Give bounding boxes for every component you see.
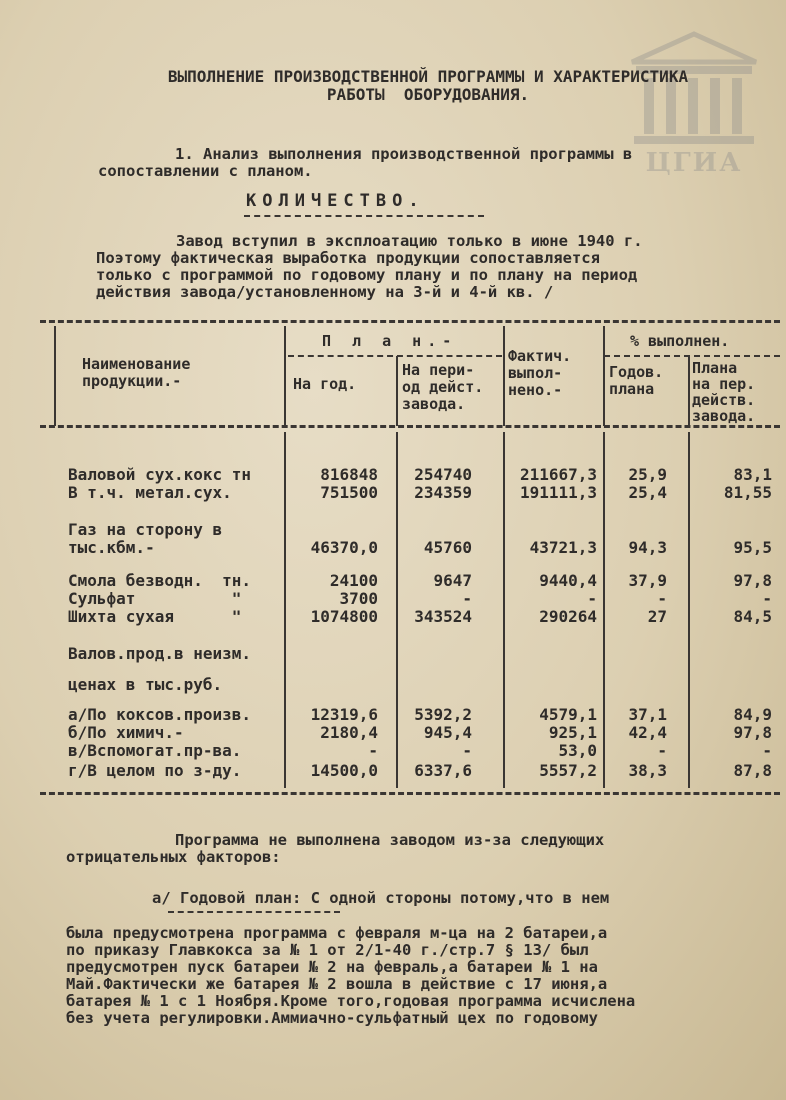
table-cell-period: 9647 <box>433 571 472 590</box>
table-cell-year: 3700 <box>339 589 378 608</box>
table-cell-pct-period: 81,55 <box>723 483 772 502</box>
watermark-text: ЦГИА <box>645 148 743 178</box>
table-cell-period: 234359 <box>414 483 472 502</box>
table-cell-year: 14500,0 <box>310 761 378 780</box>
table-cell-fact: 53,0 <box>558 741 597 760</box>
table-cell-fact: 5557,2 <box>539 761 597 780</box>
table-cell-fact: 925,1 <box>548 723 597 742</box>
header-pct-year-l1: Годов. <box>609 363 664 381</box>
table-cell-fact: 4579,1 <box>539 705 597 724</box>
header-plan-year: На год. <box>293 375 357 393</box>
header-plan: П л а н.- <box>322 332 458 350</box>
pct-group-rule <box>604 355 780 357</box>
intro-line-4: действия завода/установленному на 3-й и 4-й кв. / <box>96 283 554 301</box>
table-cell-pct-period: - <box>762 741 772 760</box>
table-cell-pct-period: 97,8 <box>733 723 772 742</box>
table-cell-pct-year: 25,9 <box>628 465 667 484</box>
table-cell-name: Сульфат " <box>68 589 242 608</box>
intro-line-2: Поэтому фактическая выработка продукции сопоставляется <box>96 249 600 267</box>
header-pct: % выполнен. <box>630 332 730 350</box>
header-fact-l1: Фактич. <box>508 347 572 365</box>
table-cell-pct-period: 84,9 <box>733 705 772 724</box>
table-cell-pct-year: - <box>657 589 667 608</box>
program-line-1: Программа не выполнена заводом из-за следующих <box>175 831 605 849</box>
para-line-6: без учета регулировки.Аммиачно-сульфатный цех по годовому <box>66 1009 598 1027</box>
para-line-4: Май.Фактически же батарея № 2 вошла в действие с 17 июня,а <box>66 975 608 993</box>
header-fact-l2: выпол- <box>508 364 563 382</box>
table-cell-year: 751500 <box>320 483 378 502</box>
table-cell-pct-period: 83,1 <box>733 465 772 484</box>
table-cell-fact: 191111,3 <box>519 483 597 502</box>
header-plan-period-l3: завода. <box>402 395 466 413</box>
table-cell-period: 45760 <box>423 538 472 557</box>
item-a-underline <box>168 911 340 913</box>
header-plan-period-l2: од дейст. <box>402 378 484 396</box>
table-cell-year: 816848 <box>320 465 378 484</box>
table-cell-pct-period: - <box>762 589 772 608</box>
table-cell-fact: - <box>587 589 597 608</box>
table-cell-pct-year: 37,9 <box>628 571 667 590</box>
table-cell-year: - <box>368 741 378 760</box>
section-heading-line1: 1. Анализ выполнения производственной программы в <box>175 145 633 163</box>
col-divider-1 <box>284 326 286 426</box>
table-cell-pct-year: 25,4 <box>628 483 667 502</box>
document-title-line2: РАБОТЫ ОБОРУДОВАНИЯ. <box>326 85 530 104</box>
header-pct-year-l2: плана <box>609 380 655 398</box>
table-cell-fact: 211667,3 <box>519 465 597 484</box>
table-cell-period: 6337,6 <box>414 761 472 780</box>
table-cell-name: Шихта сухая " <box>68 607 242 626</box>
table-cell-name: а/По коксов.произв. <box>68 705 252 724</box>
table-cell-name: в/Вспомогат.пр-ва. <box>68 741 242 760</box>
header-pct-period-l1: Плана <box>692 359 738 377</box>
table-cell-year: 1074800 <box>310 607 378 626</box>
table-cell-fact: 43721,3 <box>529 538 597 557</box>
table-cell-pct-year: 42,4 <box>628 723 667 742</box>
item-a <box>152 890 609 907</box>
table-cell-period: 254740 <box>414 465 472 484</box>
quantity-heading-underline <box>244 215 484 217</box>
document-title-line1: ВЫПОЛНЕНИЕ ПРОИЗВОДСТВЕННОЙ ПРОГРАММЫ И ХАРАКТЕРИСТИКА <box>167 67 689 86</box>
table-cell-name: г/В целом по з-ду. <box>68 761 242 780</box>
table-cell-year: 46370,0 <box>310 538 378 557</box>
table-cell-period: 5392,2 <box>414 705 472 724</box>
para-line-5: батарея № 1 с 1 Ноября.Кроме того,годовая программа исчислена <box>66 992 636 1010</box>
header-name-l1: Наименование <box>82 355 191 373</box>
table-cell-pct-year: 38,3 <box>628 761 667 780</box>
header-fact-l3: нено.- <box>508 381 563 399</box>
table-cell-period: 945,4 <box>423 723 472 742</box>
table-cell-pct-year: 37,1 <box>628 705 667 724</box>
table-cell-period: 343524 <box>414 607 472 626</box>
table-cell-pct-year: 27 <box>647 607 667 626</box>
header-pct-period-l2: на пер. <box>692 375 756 393</box>
table-cell-name: В т.ч. метал.сух. <box>68 483 232 502</box>
table-cell-pct-year: 94,3 <box>628 538 667 557</box>
table-cell-name: ценах в тыс.руб. <box>68 675 223 694</box>
table-top-rule <box>40 320 780 323</box>
table-cell-pct-period: 84,5 <box>733 607 772 626</box>
table-cell-pct-period: 95,5 <box>733 538 772 557</box>
table-cell-pct-period: 87,8 <box>733 761 772 780</box>
quantity-heading: КОЛИЧЕСТВО. <box>246 191 425 211</box>
plan-group-rule <box>288 355 502 357</box>
table-cell-name: Валов.прод.в неизм. <box>68 644 252 663</box>
table-cell-year: 24100 <box>329 571 378 590</box>
table-cell-pct-year: - <box>657 741 667 760</box>
table-cell-fact: 9440,4 <box>539 571 597 590</box>
table-cell-name: Валовой сух.кокс тн <box>68 465 252 484</box>
table-header-rule <box>40 425 780 428</box>
para-line-2: по приказу Главкокса за № 1 от 2/1-40 г./стр.7 § 13/ был <box>66 941 589 959</box>
table-cell-pct-period: 97,8 <box>733 571 772 590</box>
header-pct-period-l4: завода. <box>692 407 756 425</box>
table-cell-name: Смола безводн. тн. <box>68 571 252 590</box>
table-cell-period: - <box>462 741 472 760</box>
table-cell-name: тыс.кбм.- <box>68 538 155 557</box>
table-cell-name: б/По химич.- <box>68 723 184 742</box>
header-pct-period-l3: действ. <box>692 391 756 409</box>
intro-line-3: только с программой по годовому плану и по плану на период <box>96 266 638 284</box>
col-divider-2 <box>396 356 398 426</box>
item-a-rest: С одной стороны потому,что в нем <box>301 889 610 907</box>
table-cell-period: - <box>462 589 472 608</box>
para-line-1: была предусмотрена программа с февраля м-ца на 2 батареи,а <box>66 924 608 942</box>
col-divider-5 <box>688 356 690 426</box>
table-bottom-rule <box>40 792 780 795</box>
table-cell-name: Газ на сторону в <box>68 520 223 539</box>
section-heading-line2: сопоставлении с планом. <box>98 162 313 180</box>
item-a-label: а/ Годовой план: <box>152 889 302 907</box>
para-line-3: предусмотрен пуск батареи № 2 на февраль,а батареи № 1 на <box>66 958 598 976</box>
intro-line-1: Завод вступил в эксплоатацию только в июне 1940 г. <box>176 232 643 250</box>
table-cell-fact: 290264 <box>539 607 597 626</box>
header-plan-period-l1: На пери- <box>402 361 475 379</box>
table-cell-year: 12319,6 <box>310 705 378 724</box>
program-line-2: отрицательных факторов: <box>66 848 281 866</box>
col-divider-3 <box>503 326 505 426</box>
header-name-l2: продукции.- <box>82 372 182 390</box>
col-divider-4 <box>603 326 605 426</box>
table-cell-year: 2180,4 <box>320 723 378 742</box>
left-border <box>54 326 56 426</box>
